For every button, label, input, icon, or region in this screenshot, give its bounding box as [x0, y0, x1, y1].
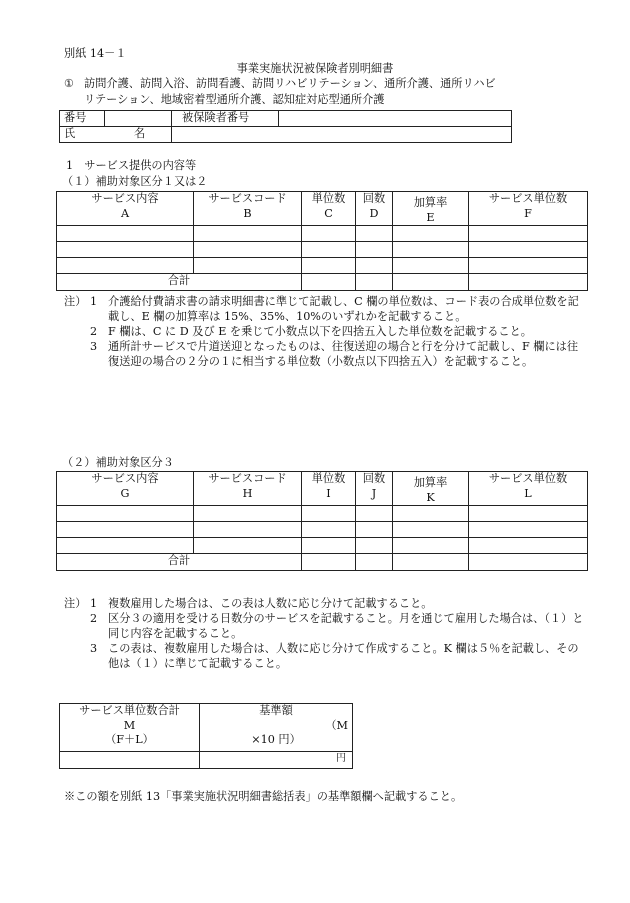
notes1	[64, 294, 589, 369]
table1-header-cell: サービス単位数 F	[469, 192, 588, 226]
table-row	[57, 538, 588, 554]
summary-col2-line2: （M	[325, 718, 348, 732]
table1-header-row	[57, 192, 588, 226]
notes2-prefix: 注）	[64, 597, 87, 610]
notes2-item-num: 2	[90, 612, 98, 625]
name-label-2: 名	[134, 127, 146, 140]
number-label: 番号	[60, 111, 105, 127]
footer-note: ※この額を別紙 13「事業実施状況明細書総括表」の基準額欄へ記載すること。	[64, 790, 463, 803]
notes1-prefix: 注）	[64, 295, 87, 308]
table-row	[57, 258, 588, 274]
attachment-label: 別紙 14－１	[64, 47, 127, 60]
summary-units-field[interactable]	[60, 752, 200, 769]
page-title: 事業実施状況被保険者別明細書	[236, 62, 394, 75]
summary-col1-line1: サービス単位数合計	[79, 704, 180, 717]
table1-header-cell: サービス内容 A	[57, 192, 194, 226]
notes1-item-text: F 欄は、C に D 及び E を乗じて小数点以下を四捨五入した単位数を記載すること。	[108, 325, 532, 338]
notes1-item-num: 1	[90, 295, 98, 308]
table2-header-cell: サービス内容 G	[57, 472, 194, 506]
table2-subtitle: （２）補助対象区分３	[62, 456, 174, 469]
yen-unit: 円	[336, 753, 346, 764]
table-row	[57, 506, 588, 522]
table2-header-cell: サービスコード H	[194, 472, 302, 506]
number-field[interactable]	[105, 111, 172, 127]
service-category-line2: リテーション、地域密着型通所介護、認知症対応型通所介護	[84, 93, 385, 106]
summary-col2-header	[200, 704, 353, 752]
summary-amount-field[interactable]	[200, 752, 353, 769]
table1-total-label: 合計	[57, 274, 302, 291]
table-row	[57, 226, 588, 242]
notes2-item-text: 複数雇用した場合は、この表は人数に応じ分けて記載すること。	[108, 597, 433, 610]
service-table-2	[56, 471, 588, 571]
insured-number-label: 被保険者番号	[172, 111, 279, 127]
summary-col1-line2: M	[123, 718, 136, 732]
notes2-item-text: 区分３の適用を受ける日数分のサービスを記載すること。月を通じて雇用した場合は、（１）と同じ内容を記載すること。	[108, 612, 584, 640]
table1-header-cell: サービスコード B	[194, 192, 302, 226]
table1-header-cell: 回数 D	[356, 192, 393, 226]
table2-header-cell: サービス単位数 L	[469, 472, 588, 506]
notes1-item-num: 2	[90, 325, 98, 338]
notes1-item-num: 3	[90, 340, 98, 353]
table-row	[57, 242, 588, 258]
service-table-1	[56, 191, 588, 291]
name-label-1: 氏	[64, 127, 76, 140]
summary-col2-line1: 基準額	[259, 704, 293, 717]
notes2-item-text: この表は、複数雇用した場合は、人数に応じ分けて作成すること。K 欄は５％を記載し、その他は（１）に準じて記載すること。	[108, 642, 579, 670]
service-category-line1: 訪問介護、訪問入浴、訪問看護、訪問リハビリテーション、通所介護、通所リハビ	[84, 77, 496, 90]
table2-header-row	[57, 472, 588, 506]
table1-total-row	[57, 274, 588, 291]
table-row	[57, 522, 588, 538]
insured-number-field[interactable]	[279, 111, 512, 127]
table1-header-cell: 加算率 E	[393, 192, 469, 226]
notes2	[64, 596, 589, 671]
table2-total-label: 合計	[57, 554, 302, 571]
notes2-item-num: 3	[90, 642, 98, 655]
notes2-item-num: 1	[90, 597, 98, 610]
table2-header-cell: 加算率 K	[393, 472, 469, 506]
table1-subtitle: （１）補助対象区分１又は２	[62, 175, 208, 188]
table1-header-cell: 単位数 C	[302, 192, 356, 226]
service-category-marker: ①	[64, 77, 75, 90]
notes1-item-text: 通所計サービスで片道送迎となったものは、往復送迎の場合と行を分けて記載し、F 欄には往復送迎の場合の２分の１に相当する単位数（小数点以下四捨五入）を記載すること。	[108, 340, 579, 368]
section1-title: 1 サービス提供の内容等	[66, 159, 197, 172]
table2-header-cell: 回数 J	[356, 472, 393, 506]
insured-info-table	[59, 110, 512, 143]
name-label-cell	[60, 127, 172, 143]
name-field[interactable]	[172, 127, 512, 143]
summary-table	[59, 703, 353, 769]
table2-total-row	[57, 554, 588, 571]
notes1-item-text: 介護給付費請求書の請求明細書に準じて記載し、C 欄の単位数は、コード表の合成単位数を記載し、E 欄の加算率は 15%、35%、10%のいずれかを記載すること。	[108, 295, 579, 323]
summary-col2-line3: ×10 円）	[251, 733, 301, 747]
table2-header-cell: 単位数 I	[302, 472, 356, 506]
summary-col1-line3: （F＋L）	[105, 733, 154, 747]
summary-col1-header	[60, 704, 200, 752]
